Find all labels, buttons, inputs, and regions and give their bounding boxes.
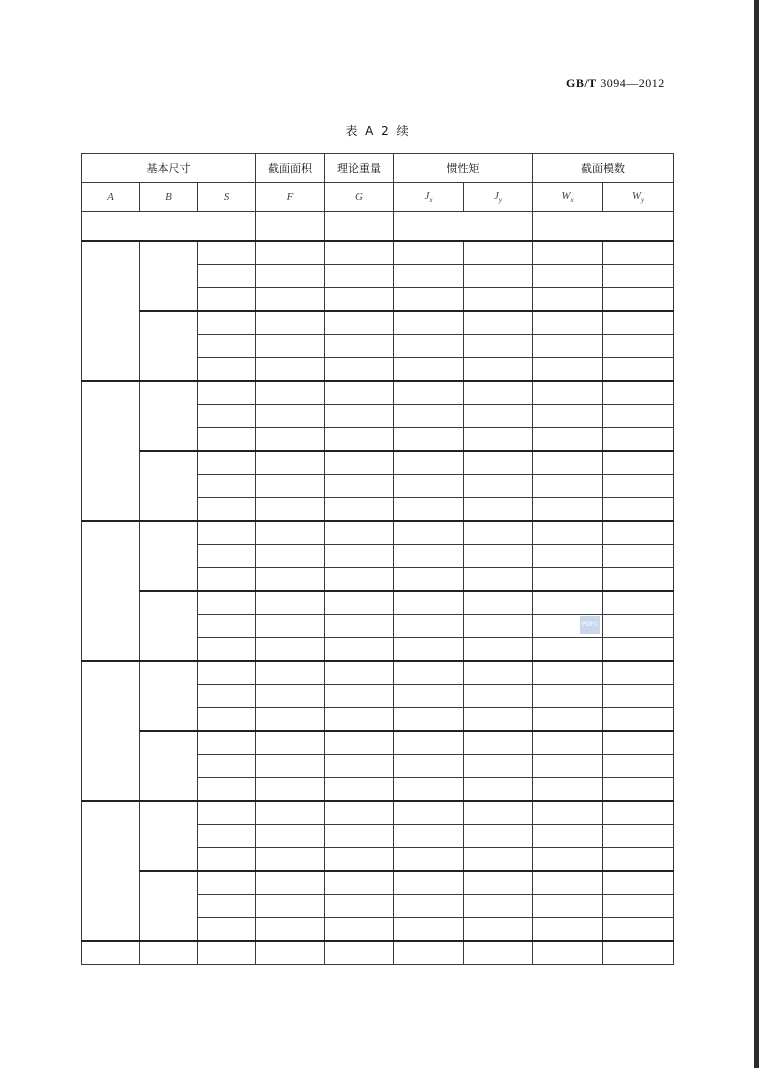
table-cell xyxy=(198,545,256,568)
table-cell xyxy=(464,498,533,522)
table-cell xyxy=(198,521,256,545)
table-cell xyxy=(464,288,533,312)
table-cell xyxy=(464,591,533,615)
table-cell xyxy=(256,661,325,685)
cell-a xyxy=(82,241,140,381)
table-cell xyxy=(256,545,325,568)
table-cell xyxy=(394,895,464,918)
table-cell xyxy=(533,405,603,428)
table-cell xyxy=(464,708,533,732)
table-cell xyxy=(198,615,256,638)
table-cell xyxy=(256,871,325,895)
table-cell xyxy=(603,895,674,918)
table-cell xyxy=(533,451,603,475)
table-cell xyxy=(198,405,256,428)
table-cell xyxy=(603,241,674,265)
table-cell xyxy=(198,638,256,662)
table-cell xyxy=(325,825,394,848)
table-cell xyxy=(325,801,394,825)
table-cell xyxy=(603,871,674,895)
table-cell xyxy=(325,615,394,638)
table-cell xyxy=(533,428,603,452)
table-cell xyxy=(394,708,464,732)
table-cell xyxy=(533,475,603,498)
table-cell xyxy=(325,545,394,568)
cell-a xyxy=(82,801,140,941)
table-cell xyxy=(198,568,256,592)
table-cell xyxy=(256,731,325,755)
unit-cell-dimensions xyxy=(82,212,256,242)
unit-cell-modulus xyxy=(533,212,674,242)
table-cell xyxy=(198,428,256,452)
table-cell xyxy=(533,335,603,358)
table-cell xyxy=(533,685,603,708)
table-cell xyxy=(256,755,325,778)
table-cell xyxy=(256,428,325,452)
table-cell xyxy=(464,918,533,942)
table-cell xyxy=(603,801,674,825)
table-cell xyxy=(603,358,674,382)
table-cell xyxy=(533,871,603,895)
table-cell xyxy=(325,731,394,755)
table-cell xyxy=(198,288,256,312)
table-cell xyxy=(394,918,464,942)
table-cell xyxy=(464,311,533,335)
table-cell xyxy=(198,895,256,918)
cell-b xyxy=(140,801,198,871)
table-cell xyxy=(603,568,674,592)
table-cell xyxy=(464,615,533,638)
standard-code: GB/T xyxy=(566,76,597,90)
cell-b xyxy=(140,241,198,311)
table-cell xyxy=(325,871,394,895)
table-cell xyxy=(394,405,464,428)
table-cell xyxy=(464,405,533,428)
table-cell xyxy=(394,358,464,382)
table-cell xyxy=(394,825,464,848)
table-cell xyxy=(464,848,533,872)
table-cell xyxy=(533,265,603,288)
table-cell xyxy=(82,941,140,965)
unit-cell-area xyxy=(256,212,325,242)
table-cell xyxy=(464,638,533,662)
table-cell xyxy=(325,591,394,615)
table-row xyxy=(82,941,674,965)
table-cell xyxy=(198,941,256,965)
table-cell xyxy=(533,825,603,848)
table-cell xyxy=(394,381,464,405)
table-cell xyxy=(256,521,325,545)
cell-b xyxy=(140,521,198,591)
table-cell xyxy=(325,405,394,428)
table-cell xyxy=(256,358,325,382)
table-cell xyxy=(325,568,394,592)
table-cell xyxy=(394,941,464,965)
table-cell xyxy=(256,941,325,965)
table-row xyxy=(82,731,674,755)
table-cell xyxy=(533,545,603,568)
standard-number-value: 3094—2012 xyxy=(600,76,665,90)
table-cell xyxy=(198,918,256,942)
table-cell xyxy=(464,801,533,825)
table-cell xyxy=(256,685,325,708)
table-row xyxy=(82,311,674,335)
table-cell xyxy=(256,848,325,872)
table-cell xyxy=(325,311,394,335)
table-cell xyxy=(256,918,325,942)
watermark-logo: PDFC xyxy=(580,616,600,634)
table-cell xyxy=(198,661,256,685)
table-cell xyxy=(603,335,674,358)
table-cell xyxy=(533,661,603,685)
table-cell xyxy=(464,778,533,802)
table-cell xyxy=(394,311,464,335)
header-moment-of-inertia: 惯性矩 xyxy=(394,154,533,183)
cell-a xyxy=(82,521,140,661)
table-cell xyxy=(140,941,198,965)
table-cell xyxy=(394,288,464,312)
table-cell xyxy=(603,311,674,335)
header-section-modulus: 截面模数 xyxy=(533,154,674,183)
table-cell xyxy=(325,755,394,778)
table-cell xyxy=(603,941,674,965)
table-cell xyxy=(394,591,464,615)
table-cell xyxy=(394,451,464,475)
table-cell xyxy=(533,381,603,405)
table-cell xyxy=(603,428,674,452)
table-cell xyxy=(394,498,464,522)
table-cell xyxy=(325,661,394,685)
table-cell xyxy=(603,778,674,802)
table-cell xyxy=(325,475,394,498)
table-cell xyxy=(533,755,603,778)
table-cell xyxy=(325,241,394,265)
table-cell xyxy=(256,591,325,615)
table-cell xyxy=(603,475,674,498)
spec-table xyxy=(81,153,674,965)
table-cell xyxy=(325,265,394,288)
table-cell xyxy=(603,498,674,522)
header-section-area: 截面面积 xyxy=(256,154,325,183)
table-cell xyxy=(464,568,533,592)
table-cell xyxy=(394,731,464,755)
table-row xyxy=(82,661,674,685)
cell-b xyxy=(140,311,198,381)
unit-row xyxy=(82,212,674,242)
table-cell xyxy=(533,941,603,965)
table-cell xyxy=(603,265,674,288)
table-cell xyxy=(325,381,394,405)
standard-number xyxy=(566,76,665,91)
table-cell xyxy=(198,381,256,405)
table-cell xyxy=(603,521,674,545)
table-cell xyxy=(198,731,256,755)
unit-cell-weight xyxy=(325,212,394,242)
table-cell xyxy=(394,428,464,452)
table-cell xyxy=(394,871,464,895)
table-cell xyxy=(198,755,256,778)
table-cell xyxy=(325,708,394,732)
table-cell xyxy=(325,335,394,358)
table-cell xyxy=(603,661,674,685)
table-cell xyxy=(464,731,533,755)
table-cell xyxy=(394,335,464,358)
table-cell xyxy=(256,638,325,662)
table-cell xyxy=(394,685,464,708)
symbol-g: G xyxy=(325,183,394,212)
table-cell xyxy=(256,241,325,265)
header-theoretical-weight: 理论重量 xyxy=(325,154,394,183)
table-cell xyxy=(464,871,533,895)
table-cell xyxy=(464,895,533,918)
table-row xyxy=(82,871,674,895)
symbol-wx: $W_x$ xyxy=(533,183,603,212)
table-cell xyxy=(464,661,533,685)
table-cell xyxy=(464,475,533,498)
table-row xyxy=(82,451,674,475)
symbol-jx: $J_x$ xyxy=(394,183,464,212)
table-cell xyxy=(256,498,325,522)
table-cell xyxy=(603,381,674,405)
table-cell xyxy=(325,778,394,802)
table-cell xyxy=(256,568,325,592)
table-cell xyxy=(464,941,533,965)
table-cell xyxy=(256,265,325,288)
header-row xyxy=(82,154,674,183)
cell-b xyxy=(140,451,198,521)
symbol-a: A xyxy=(82,183,140,212)
table-cell xyxy=(256,451,325,475)
table-cell xyxy=(464,241,533,265)
table-cell xyxy=(533,568,603,592)
table-cell xyxy=(198,871,256,895)
table-cell xyxy=(464,545,533,568)
table-cell xyxy=(533,895,603,918)
symbol-row xyxy=(82,183,674,212)
table-cell xyxy=(394,848,464,872)
table-cell xyxy=(533,241,603,265)
table-cell xyxy=(603,638,674,662)
cell-b xyxy=(140,591,198,661)
table-cell xyxy=(394,801,464,825)
table-cell xyxy=(603,405,674,428)
table-cell xyxy=(533,638,603,662)
table-cell xyxy=(533,521,603,545)
cell-b xyxy=(140,871,198,941)
table-cell xyxy=(325,451,394,475)
table-cell xyxy=(533,778,603,802)
table-cell xyxy=(464,685,533,708)
cell-b xyxy=(140,661,198,731)
table-cell xyxy=(533,591,603,615)
table-cell xyxy=(325,498,394,522)
table-cell xyxy=(533,918,603,942)
table-cell xyxy=(325,521,394,545)
table-cell xyxy=(394,545,464,568)
table-cell xyxy=(394,638,464,662)
table-cell xyxy=(198,451,256,475)
table-cell xyxy=(256,895,325,918)
table-cell xyxy=(198,685,256,708)
table-row xyxy=(82,801,674,825)
table-cell xyxy=(603,731,674,755)
symbol-jy: $J_y$ xyxy=(464,183,533,212)
table-row xyxy=(82,591,674,615)
table-cell xyxy=(603,918,674,942)
table-cell xyxy=(603,755,674,778)
table-cell xyxy=(198,825,256,848)
table-cell xyxy=(394,475,464,498)
cell-b xyxy=(140,381,198,451)
table-cell xyxy=(464,265,533,288)
table-cell xyxy=(256,615,325,638)
table-cell xyxy=(464,358,533,382)
table-cell xyxy=(325,895,394,918)
table-cell xyxy=(533,358,603,382)
table-cell xyxy=(198,358,256,382)
table-cell xyxy=(325,685,394,708)
table-cell xyxy=(533,288,603,312)
table-cell xyxy=(394,755,464,778)
symbol-b: B xyxy=(140,183,198,212)
table-cell xyxy=(603,451,674,475)
table-cell xyxy=(603,708,674,732)
table-cell xyxy=(603,288,674,312)
symbol-wy: $W_y$ xyxy=(603,183,674,212)
symbol-s: S xyxy=(198,183,256,212)
header-basic-dimensions: 基本尺寸 xyxy=(82,154,256,183)
table-cell xyxy=(533,498,603,522)
cell-a xyxy=(82,661,140,801)
table-cell xyxy=(256,381,325,405)
table-cell xyxy=(325,848,394,872)
table-cell xyxy=(464,755,533,778)
table-cell xyxy=(325,288,394,312)
table-cell xyxy=(464,521,533,545)
table-cell xyxy=(533,801,603,825)
table-cell xyxy=(198,591,256,615)
table-cell xyxy=(198,335,256,358)
table-cell xyxy=(198,801,256,825)
table-cell xyxy=(198,708,256,732)
table-row xyxy=(82,241,674,265)
table-cell xyxy=(464,381,533,405)
table-cell xyxy=(464,335,533,358)
table-cell xyxy=(603,825,674,848)
table-cell xyxy=(198,475,256,498)
table-cell xyxy=(394,568,464,592)
table-cell xyxy=(325,358,394,382)
table-cell xyxy=(256,708,325,732)
table-row xyxy=(82,521,674,545)
table-cell xyxy=(394,778,464,802)
table-cell xyxy=(394,521,464,545)
table-cell xyxy=(603,545,674,568)
page-edge xyxy=(754,0,759,1068)
table-cell xyxy=(256,801,325,825)
table-cell xyxy=(198,311,256,335)
table-cell xyxy=(533,848,603,872)
table-cell xyxy=(256,825,325,848)
table-cell xyxy=(533,311,603,335)
cell-b xyxy=(140,731,198,801)
table-cell xyxy=(198,241,256,265)
table-cell xyxy=(533,731,603,755)
unit-cell-inertia xyxy=(394,212,533,242)
table-cell xyxy=(603,591,674,615)
table-cell xyxy=(325,638,394,662)
table-cell xyxy=(256,475,325,498)
symbol-f: F xyxy=(256,183,325,212)
table-cell xyxy=(464,451,533,475)
table-cell xyxy=(325,941,394,965)
table-cell xyxy=(603,685,674,708)
table-cell xyxy=(325,918,394,942)
table-cell xyxy=(394,241,464,265)
table-cell xyxy=(256,311,325,335)
table-cell xyxy=(256,778,325,802)
table-cell xyxy=(603,848,674,872)
table-cell xyxy=(256,288,325,312)
table-cell xyxy=(394,615,464,638)
table-cell xyxy=(198,498,256,522)
table-cell xyxy=(533,708,603,732)
table-cell xyxy=(198,778,256,802)
table-cell xyxy=(464,825,533,848)
table-cell xyxy=(198,265,256,288)
table-title: 表 A 2 续 xyxy=(345,124,409,138)
table-cell xyxy=(256,335,325,358)
table-cell xyxy=(394,661,464,685)
table-row xyxy=(82,381,674,405)
table-cell xyxy=(603,615,674,638)
table-cell xyxy=(325,428,394,452)
cell-a xyxy=(82,381,140,521)
table-cell xyxy=(394,265,464,288)
table-cell xyxy=(464,428,533,452)
table-cell xyxy=(198,848,256,872)
table-cell xyxy=(256,405,325,428)
